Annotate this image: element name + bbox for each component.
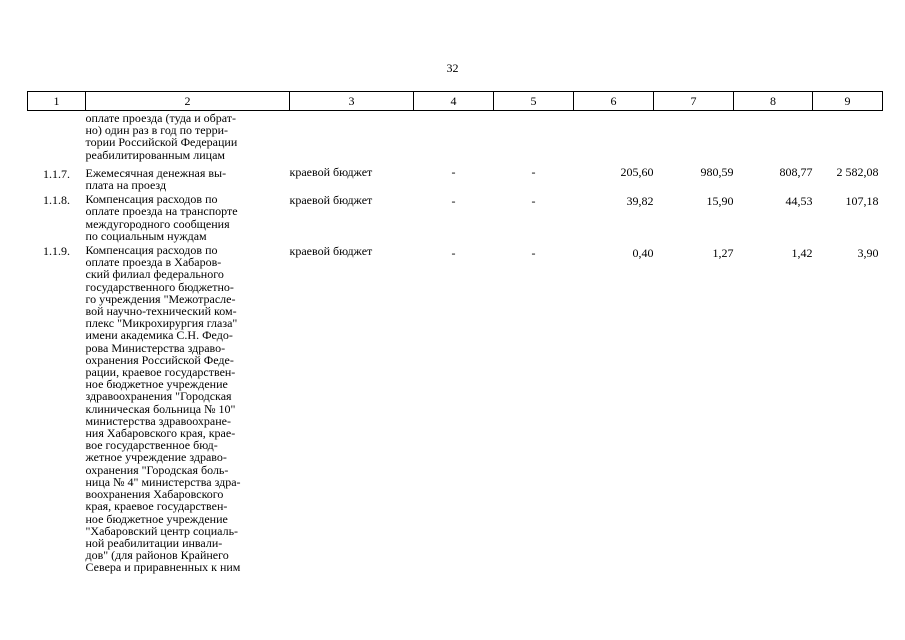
row-col-7: 1,27	[712, 246, 734, 261]
row-description: Компенсация расходов по оплате проезда на транспорте междугородного сообщения по социальным нуждам	[85, 192, 238, 243]
row-col-6: 205,60	[620, 164, 654, 179]
row-col-5	[494, 111, 574, 161]
row-col-8: 1,42	[791, 246, 813, 261]
column-number-header-row	[28, 92, 883, 111]
col-header-1: 1	[28, 92, 86, 111]
row-budget-source: краевой бюджет	[289, 193, 373, 208]
row-number: 1.1.9.	[43, 244, 70, 259]
row-col-4: -	[451, 246, 456, 261]
row-col-5: -	[531, 164, 536, 179]
col-header-9: 9	[813, 92, 883, 111]
row-col-4	[414, 111, 494, 161]
row-col-6: 39,82	[626, 194, 654, 209]
table-row	[28, 161, 883, 191]
row-number: 1.1.8.	[43, 193, 70, 208]
row-budget-source: краевой бюджет	[289, 244, 373, 259]
col-header-6: 6	[574, 92, 654, 111]
table-row	[28, 111, 883, 161]
row-col-9: 3,90	[857, 246, 879, 261]
row-col-9: 2 582,08	[836, 164, 879, 179]
table-row	[28, 191, 883, 242]
row-col-7: 980,59	[700, 164, 734, 179]
col-header-8: 8	[734, 92, 813, 111]
col-header-5: 5	[494, 92, 574, 111]
col-header-4: 4	[414, 92, 494, 111]
col-header-2: 2	[86, 92, 290, 111]
row-col-6: 0,40	[632, 246, 654, 261]
row-col-8	[734, 111, 813, 161]
row-col-4: -	[451, 194, 456, 209]
row-col-7	[654, 111, 734, 161]
row-col-5: -	[531, 246, 536, 261]
col-header-7: 7	[654, 92, 734, 111]
table-row	[28, 242, 883, 573]
row-description: оплате проезда (туда и обрат- но) один раз в год по терри- тории Российской Федерации реабилитированным лицам	[85, 111, 238, 162]
row-number: 1.1.7.	[43, 166, 70, 181]
row-col-6	[574, 111, 654, 161]
row-number	[28, 111, 86, 161]
row-col-8: 808,77	[779, 164, 813, 179]
row-col-7: 15,90	[706, 194, 734, 209]
row-col-8: 44,53	[785, 194, 813, 209]
row-budget-source	[290, 111, 414, 161]
row-description: Ежемесячная денежная вы- плата на проезд	[85, 165, 227, 193]
budget-table	[27, 91, 883, 574]
row-col-9	[813, 111, 883, 161]
row-col-9: 107,18	[845, 194, 879, 209]
row-col-4: -	[451, 164, 456, 179]
row-budget-source: краевой бюджет	[289, 164, 373, 179]
page-number: 32	[446, 61, 459, 75]
row-col-5: -	[531, 194, 536, 209]
row-description: Компенсация расходов по оплате проезда в Хабаров- ский филиал федерального государственного бюджетно- го учреждения "Межотрасле- вой научно-технический ком- плекс "Микрохирургия глаза" имени академика С.Н. Федо- рова Министерства здраво- охранения Российской Феде- рации, краевое государствен- ное бюджетное учреждение здравоохранения "Городская клиническая больница № 10" министерства здравоохране- ния Хабаровского края, крае- вое государственное бюд- жетное учреждение здраво- охранения "Городская боль- ница № 4" министерства здра- воохранения Хабаровского края, краевое государствен- ное бюджетное учреждение "Хабаровский центр социаль- ной реабилитации инвали- дов" (для районов Крайнего Севера и приравненных к ним	[85, 243, 241, 575]
col-header-3: 3	[290, 92, 414, 111]
